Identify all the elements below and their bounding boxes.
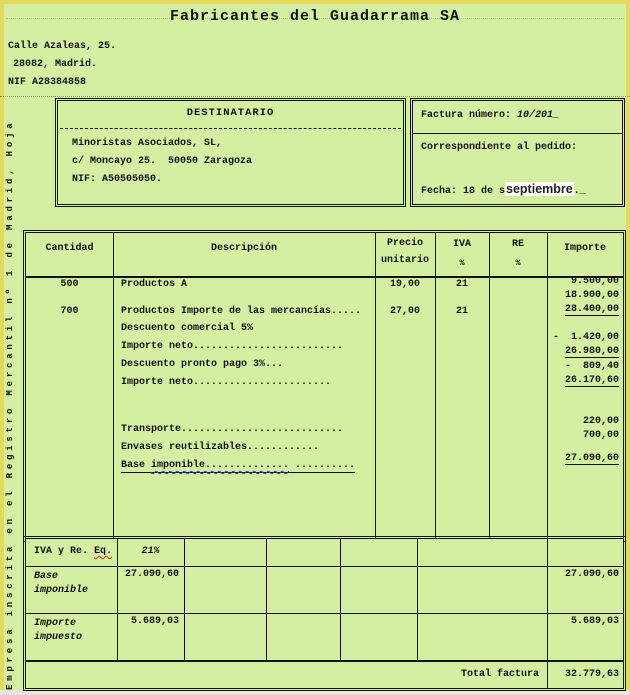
base-text: Base xyxy=(121,460,152,471)
importe-impuesto-total: 5.689,03 xyxy=(570,616,619,627)
iva-re-label xyxy=(34,546,112,557)
amount-value: 9.500,00 xyxy=(570,276,619,287)
iva-value: 21 xyxy=(455,279,468,290)
column-divider xyxy=(266,539,267,660)
base-imponible-value: 27.090,60 xyxy=(124,569,179,580)
column-divider xyxy=(417,539,418,660)
amount-value: 220,00 xyxy=(582,416,619,427)
registry-side-note: Empresa inscrita en el Registro Mercantil nº 1 de Madrid, Hoja xyxy=(5,119,15,690)
description-line: Importe neto....................... xyxy=(121,377,332,388)
destinatario-name: Minoristas Asociados, SL, xyxy=(72,138,223,149)
description-line: Importe neto......................... xyxy=(121,341,344,352)
column-divider xyxy=(340,539,341,660)
description-line: Descuento comercial 5% xyxy=(121,323,254,334)
company-address-line1: Calle Azaleas, 25. xyxy=(8,41,117,52)
amount-value-underlined: 27.090,60 xyxy=(564,453,619,464)
qty-value: 700 xyxy=(60,306,79,317)
amount-value: - 1.420,00 xyxy=(552,332,619,343)
invoice-number-value: 10/201_ xyxy=(517,110,560,121)
header-iva: IVA xyxy=(452,239,471,250)
frame-border-bottom xyxy=(0,690,630,695)
iva-rate-value: 21% xyxy=(141,546,160,557)
header-separator xyxy=(26,276,623,278)
frame-border-right xyxy=(626,0,630,690)
destinatario-box xyxy=(57,100,404,205)
date-autocomplete-suggestion[interactable]: septiembre xyxy=(506,182,573,196)
tax-summary-table xyxy=(25,538,624,689)
frame-border-top xyxy=(0,0,630,4)
row-separator xyxy=(26,660,623,662)
line-items-table xyxy=(25,232,624,540)
qty-value: 500 xyxy=(60,279,79,290)
column-divider xyxy=(113,233,114,539)
base-dots: .......... xyxy=(289,460,356,471)
unit-price-value: 19,00 xyxy=(389,279,420,290)
header-importe: Importe xyxy=(563,243,606,254)
description-line-base-imponible xyxy=(121,460,355,473)
header-iva-pct: % xyxy=(459,258,465,268)
column-divider xyxy=(184,539,185,660)
amount-value-underlined: 26.980,00 xyxy=(564,346,619,357)
invoice-number-label: Factura número: xyxy=(421,110,518,121)
unit-price-value: 27,00 xyxy=(389,306,420,317)
company-name: Fabricantes del Guadarrama SA xyxy=(169,8,461,25)
company-address-line2: 28082, Madrid. xyxy=(13,59,98,70)
company-nif: NIF A28384858 xyxy=(8,77,87,88)
order-reference-label: Correspondiente al pedido: xyxy=(421,142,578,153)
invoice-date-prefix: Fecha: 18 de s xyxy=(421,186,506,197)
amount-value: 700,00 xyxy=(582,430,619,441)
total-factura-label: Total factura xyxy=(460,669,539,680)
importe-impuesto-value: 5.689,03 xyxy=(130,616,179,627)
frame-border-left xyxy=(0,0,4,690)
amount-value: 18.900,00 xyxy=(564,290,619,301)
description-line: Productos A xyxy=(121,279,188,290)
row-separator xyxy=(26,613,623,614)
base-spellcheck-segment: imponible.............. xyxy=(151,460,290,471)
iva-re-label-text: IVA y Re. xyxy=(34,546,95,557)
base-imponible-total: 27.090,60 xyxy=(564,569,619,580)
importe-impuesto-label-line1: Importe xyxy=(34,618,77,629)
column-divider xyxy=(547,539,548,688)
header-precio-line2: unitario xyxy=(380,255,429,266)
destinatario-title: DESTINATARIO xyxy=(186,107,275,119)
header-cantidad: Cantidad xyxy=(45,243,94,254)
importe-impuesto-label-line2: impuesto xyxy=(34,632,83,643)
amount-value: - 809,40 xyxy=(564,361,619,372)
column-divider xyxy=(547,233,548,539)
base-imponible-label-line1: Base xyxy=(34,571,59,582)
description-line: Productos Importe de las mercancías..... xyxy=(121,306,362,317)
column-divider xyxy=(117,539,118,660)
invoice-date-line xyxy=(421,182,586,197)
header-re-pct: % xyxy=(515,258,521,268)
destinatario-nif: NIF: A50505050. xyxy=(72,174,163,185)
column-divider xyxy=(489,233,490,539)
amount-value-underlined: 28.400,00 xyxy=(564,304,619,315)
description-line: Transporte........................... xyxy=(121,424,344,435)
invoice-info-box xyxy=(412,100,623,205)
base-imponible-label-line2: imponible xyxy=(34,585,89,596)
iva-re-spellcheck-word: Eq. xyxy=(94,546,113,557)
header-re: RE xyxy=(511,239,524,250)
iva-value: 21 xyxy=(455,306,468,317)
destinatario-address: c/ Moncayo 25. 50050 Zaragoza xyxy=(72,156,253,167)
description-line: Envases reutilizables............ xyxy=(121,442,320,453)
invoice-date-suffix: ._ xyxy=(573,186,586,197)
total-factura-value: 32.779,63 xyxy=(564,669,619,680)
invoice-box-separator xyxy=(413,133,622,134)
header-descripcion: Descripción xyxy=(210,243,277,254)
description-line: Descuento pronto pago 3%... xyxy=(121,359,284,370)
row-separator xyxy=(26,566,623,567)
destinatario-dashed-separator xyxy=(60,128,401,129)
amount-value-underlined: 26.170,60 xyxy=(564,375,619,386)
divider-dotted-header xyxy=(0,96,630,97)
header-precio-line1: Precio xyxy=(386,238,423,249)
invoice-number-line xyxy=(421,110,559,121)
